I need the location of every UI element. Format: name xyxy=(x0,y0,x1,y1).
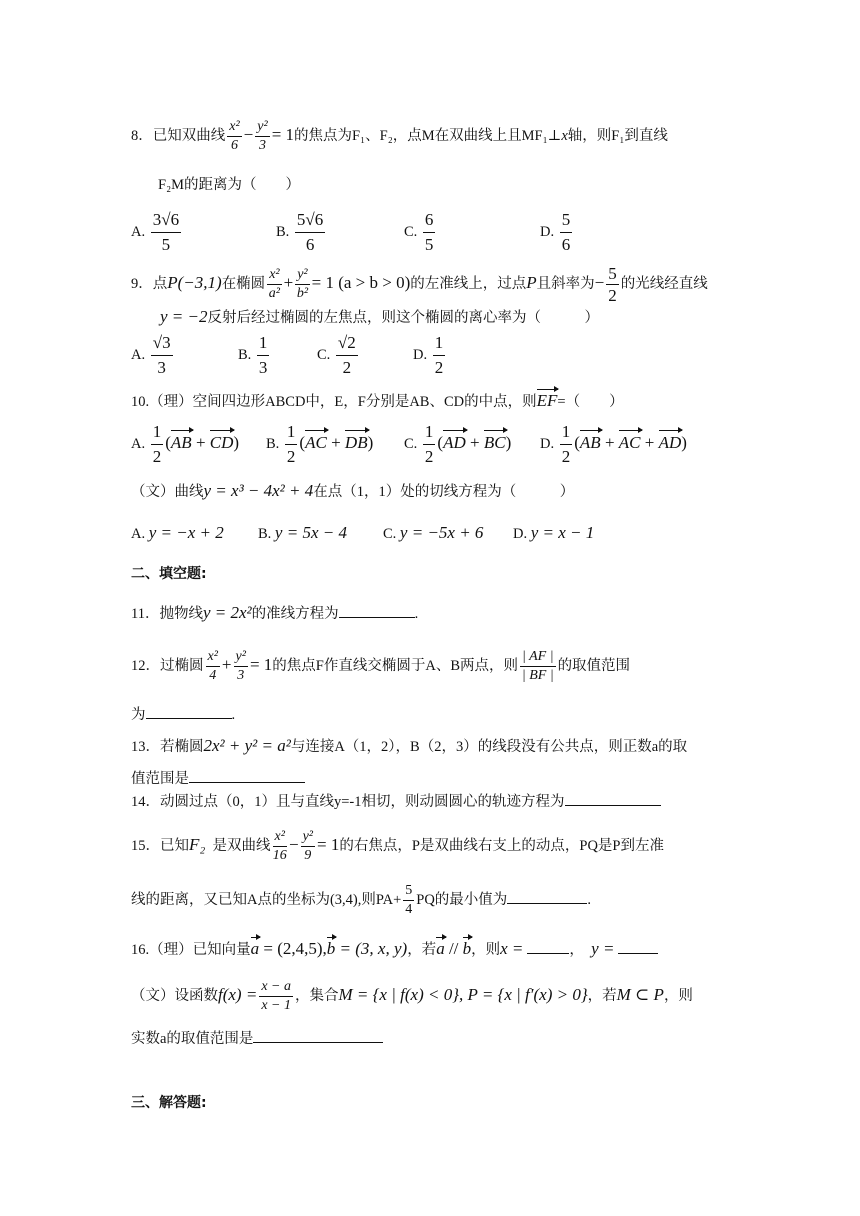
q8-option-c: C. $\frac{6}{5}$ xyxy=(404,210,434,254)
q16-wen-line2: 实数a的取值范围是 xyxy=(131,1030,383,1047)
q10-option-c: C. $\frac{1}{2}$ (AD + BC) xyxy=(404,422,512,466)
q16-x-blank[interactable] xyxy=(527,941,569,954)
q16-y-blank[interactable] xyxy=(618,941,658,954)
q8-option-d: D. $\frac{5}{6}$ xyxy=(540,210,571,254)
q15-answer-blank[interactable] xyxy=(507,891,587,904)
q10-wen-option-a: A. y = −x + 2 xyxy=(131,523,224,542)
q10-line1: 10.（理）空间四边形ABCD中，E，F分别是AB、CD的中点，则EF=（ ） xyxy=(131,391,624,410)
q13-line2: 值范围是 xyxy=(131,770,305,787)
q8-line1: 8．已知双曲线 $\frac{\text{x²}}{6}$ − $\frac{\text{y²}}{3}$ = 1的焦点为F₁、F₂，点M在双曲线上且MF₁⊥x轴，则F₁到直线 xyxy=(131,119,668,153)
q14-answer-blank[interactable] xyxy=(565,793,661,806)
q13-answer-blank[interactable] xyxy=(189,770,305,783)
q9-option-b: B. $\frac{1}{3}$ xyxy=(238,333,268,377)
q9-option-d: D. $\frac{1}{2}$ xyxy=(413,333,444,377)
q8-option-a: A. $\frac{3√6}{5}$ xyxy=(131,210,180,254)
q14-line: 14．动圆过点（0，1）且与直线y=-1相切，则动圆圆心的轨迹方程为 xyxy=(131,793,661,810)
q9-line2: y = −2反射后经过椭圆的左焦点，则这个椭圆的离心率为（ ） xyxy=(160,307,599,326)
q16-line1: 16.（理）已知向量a = (2,4,5),b = (3, x, y)，若a // b，则x = ， y = xyxy=(131,940,658,958)
q12-line1: 12．过椭圆 $\frac{\text{x²}}{4}$ + $\frac{\text{y²}}{3}$ = 1的焦点F作直线交椭圆于A、B两点，则 $\frac{| AF |}{| BF |}$ 的取值范围 xyxy=(131,649,631,683)
q8-text-post: 轴，则F₁到直线 xyxy=(567,127,668,144)
q9-line1: 9．点P(−3,1)在椭圆 $\frac{\text{x²}}{\text{a²}}$ + $\frac{\text{y²}}{\text{b²}}$ = 1 (a > b > 0)的左准线上，过点P且斜率为− $\frac{5}{2}$ 的光线经直线 xyxy=(131,264,708,305)
q12-answer-blank[interactable] xyxy=(146,706,232,719)
q8-option-b: B. $\frac{5√6}{6}$ xyxy=(276,210,324,254)
q15-line1: 15．已知F₂ 是双曲线 $\frac{\text{x²}}{16}$ − $\frac{\text{y²}}{9}$ = 1的右焦点，P是双曲线右支上的动点，PQ是P到左准 xyxy=(131,829,664,863)
q9-option-c: C. $\frac{√2}{2}$ xyxy=(317,333,356,377)
q16-wen-answer-blank[interactable] xyxy=(253,1030,383,1043)
q10-wen-option-c: C. y = −5x + 6 xyxy=(383,523,484,542)
section-solve: 三、解答题: xyxy=(131,1095,207,1111)
q8-number: 8． xyxy=(131,127,153,144)
q8-text-mid: 的焦点为F₁、F₂，点M在双曲线上且MF₁⊥ xyxy=(294,127,562,144)
section-fill-in: 二、填空题: xyxy=(131,566,207,582)
q13-line1: 13．若椭圆2x² + y² = a²与连接A（1，2），B（2，3）的线段没有公共点，则正数a的取 xyxy=(131,736,688,755)
q8-frac-x: $\frac{\text{x²}}{6}$ xyxy=(229,119,240,153)
q8-frac-y: $\frac{\text{y²}}{3}$ xyxy=(257,119,268,153)
q10-wen-option-b: B. y = 5x − 4 xyxy=(258,523,347,542)
q9-option-a: A. $\frac{√3}{3}$ xyxy=(131,333,171,377)
q10-option-b: B. $\frac{1}{2}$ (AC + DB) xyxy=(266,422,374,466)
q15-line2: 线的距离，又已知A点的坐标为(3,4),则PA+ $\frac{5}{4}$ PQ的最小值为 . xyxy=(131,883,591,917)
q8-text-pre: 已知双曲线 xyxy=(152,127,226,144)
q10-option-a: A. $\frac{1}{2}$ (AB + CD) xyxy=(131,422,240,466)
q12-line2: 为 . xyxy=(131,707,236,723)
q10-wen-line: （文）曲线y = x³ − 4x² + 4在点（1，1）处的切线方程为（ ） xyxy=(131,481,575,500)
q16-wen-line1: （文）设函数f(x) = $\frac{x - a}{x - 1}$ ，集合M = {x | f(x) < 0}, P = {x | f′(x) > 0}，若M ⊂ P，则 xyxy=(131,979,693,1013)
q10-wen-option-d: D. y = x − 1 xyxy=(513,523,595,542)
q10-option-d: D. $\frac{1}{2}$ (AB + AC + AD) xyxy=(540,422,687,466)
q11-line: 11．抛物线y = 2x²的准线方程为 . xyxy=(131,603,419,622)
q8-line2: F₂M的距离为（ ） xyxy=(158,177,301,193)
q11-answer-blank[interactable] xyxy=(339,605,415,618)
